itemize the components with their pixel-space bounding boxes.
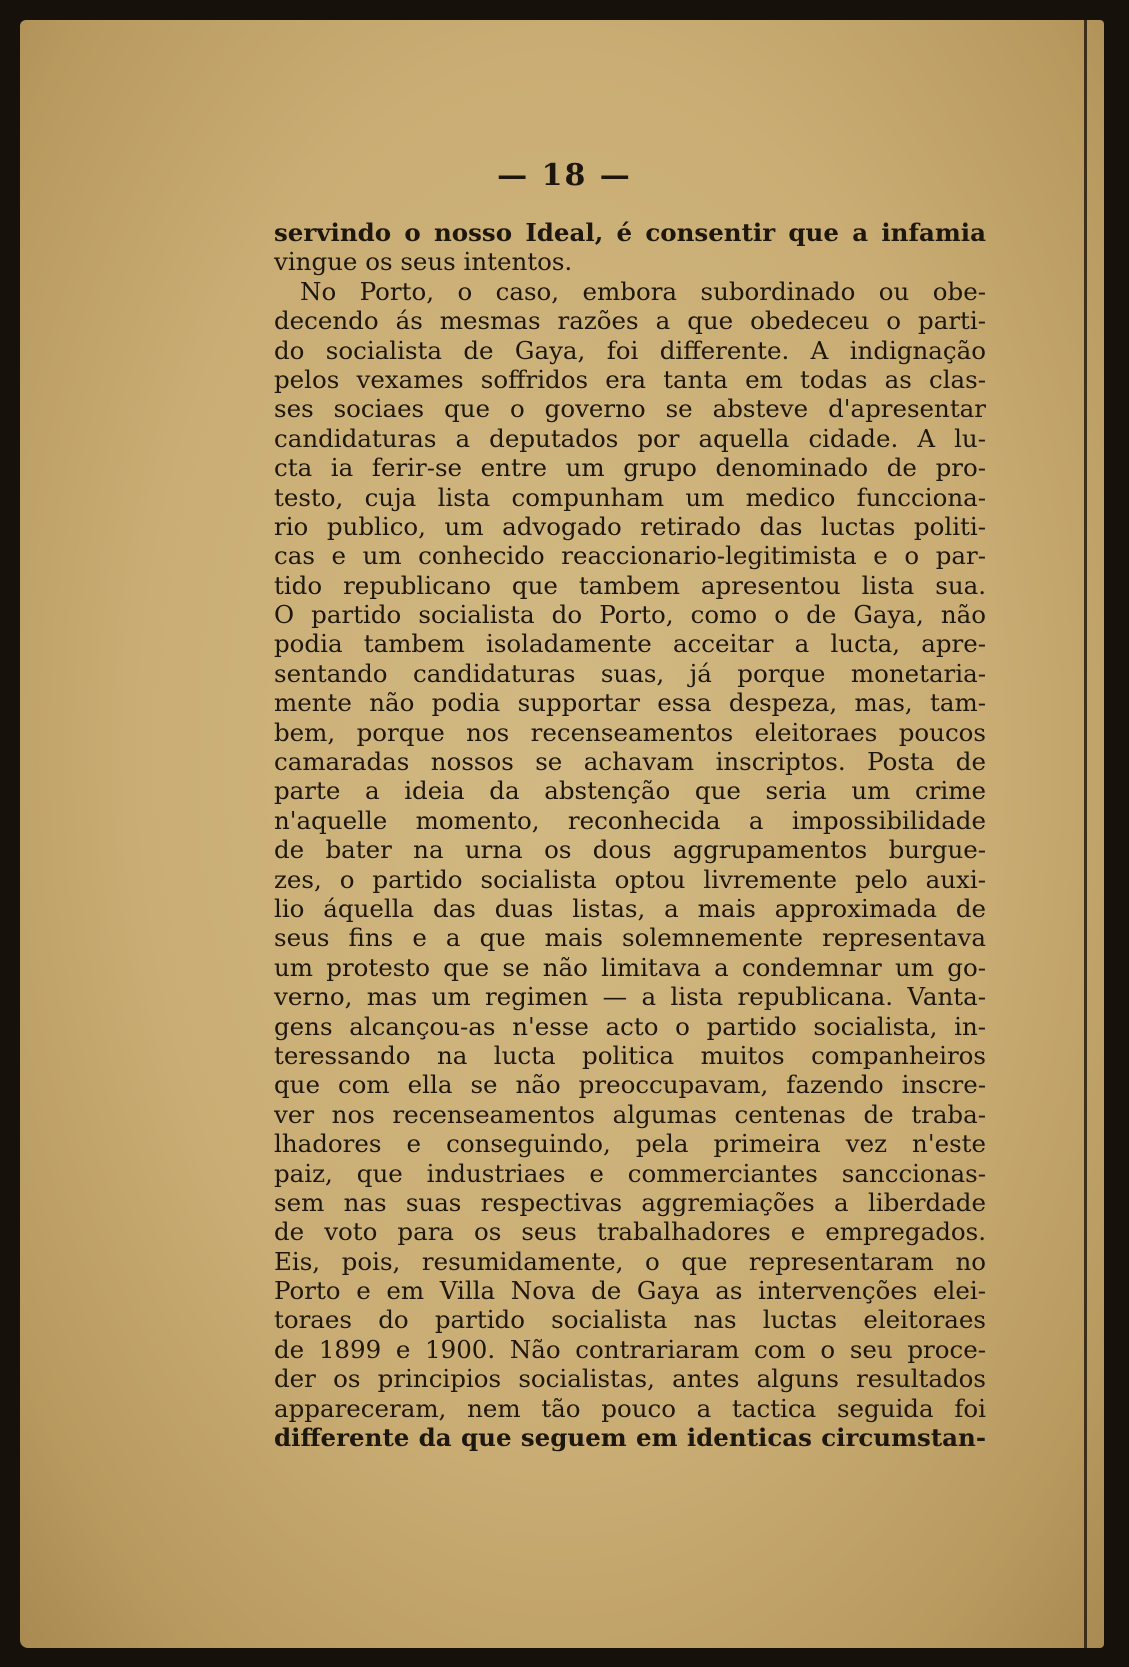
text-line: mente não podia supportar essa despeza, mas, tam- <box>274 688 986 718</box>
text-line: lhadores e conseguindo, pela primeira vez n'este <box>274 1129 986 1159</box>
text-line: camaradas nossos se achavam inscriptos. Posta de <box>274 747 986 777</box>
text-line: ses sociaes que o governo se absteve d'apresentar <box>274 394 986 424</box>
text-line: seus fins e a que mais solemnemente representava <box>274 923 986 953</box>
text-line: um protesto que se não limitava a condemnar um go- <box>274 952 986 982</box>
text-line: parte a ideia da abstenção que seria um crime <box>274 776 986 806</box>
text-line: n'aquelle momento, reconhecida a impossibilidade <box>274 805 986 835</box>
text-line: Eis, pois, resumidamente, o que representaram no <box>274 1246 986 1276</box>
text-line: No Porto, o caso, embora subordinado ou obe- <box>300 276 986 306</box>
text-line: cta ia ferir-se entre um grupo denominado de pro- <box>274 453 986 483</box>
text-line: rio publico, um advogado retirado das luctas politi- <box>274 511 986 541</box>
text-line: candidaturas a deputados por aquella cidade. A lu- <box>274 423 986 453</box>
text-line: decendo ás mesmas razões a que obedeceu o parti- <box>274 306 986 336</box>
text-line: gens alcançou-as n'esse acto o partido socialista, in- <box>274 1011 986 1041</box>
text-line: Porto e em Villa Nova de Gaya as intervenções elei- <box>274 1276 986 1306</box>
text-line: sem nas suas respectivas aggremiações a liberdade <box>274 1187 986 1217</box>
page-number: — 18 — <box>497 158 632 193</box>
text-line: differente da que seguem em identicas circumstan- <box>274 1423 986 1453</box>
text-line: testo, cuja lista compunham um medico funcciona- <box>274 482 986 512</box>
text-line: de bater na urna os dous aggrupamentos burgue- <box>274 835 986 865</box>
text-line: vingue os seus intentos. <box>274 247 573 277</box>
text-line: de 1899 e 1900. Não contrariaram com o seu proce- <box>274 1334 986 1364</box>
text-line: servindo o nosso Ideal, é consentir que a infamia <box>274 218 986 247</box>
text-line: lio áquella das duas listas, a mais approximada de <box>274 893 986 923</box>
text-line: toraes do partido socialista nas luctas eleitoraes <box>274 1305 986 1335</box>
page-fold-edge <box>1084 20 1087 1648</box>
text-line: paiz, que industriaes e commerciantes sanccionas- <box>274 1158 986 1188</box>
text-line: tido republicano que tambem apresentou lista sua. <box>274 570 986 600</box>
text-line: appareceram, nem tão pouco a tactica seguida foi <box>274 1393 986 1423</box>
text-line: bem, porque nos recenseamentos eleitoraes poucos <box>274 717 986 747</box>
text-line: teressando na lucta politica muitos companheiros <box>274 1040 986 1070</box>
text-line: der os principios socialistas, antes alguns resultados <box>274 1364 986 1394</box>
text-line: do socialista de Gaya, foi differente. A indignação <box>274 335 986 365</box>
text-line: de voto para os seus trabalhadores e empregados. <box>274 1217 986 1247</box>
text-line: que com ella se não preoccupavam, fazendo inscre- <box>274 1070 986 1100</box>
text-line: podia tambem isoladamente acceitar a lucta, apre- <box>274 629 986 659</box>
text-line: cas e um conhecido reaccionario-legitimista e o par- <box>274 541 986 571</box>
text-line: O partido socialista do Porto, como o de Gaya, não <box>274 600 986 630</box>
text-line: verno, mas um regimen — a lista republicana. Vanta- <box>274 982 986 1012</box>
text-line: zes, o partido socialista optou livremente pelo auxi- <box>274 864 986 894</box>
text-line: pelos vexames soffridos era tanta em todas as clas- <box>274 364 986 394</box>
text-line: sentando candidaturas suas, já porque monetaria- <box>274 658 986 688</box>
body-text <box>274 218 986 1452</box>
text-line: ver nos recenseamentos algumas centenas de traba- <box>274 1099 986 1129</box>
